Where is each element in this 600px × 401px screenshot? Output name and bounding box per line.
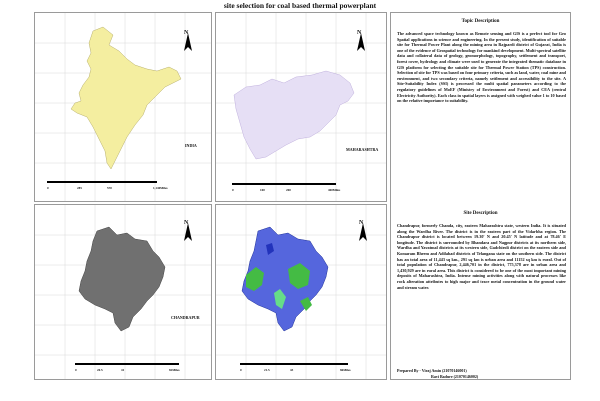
scale-bar (232, 183, 336, 185)
north-arrow-icon (356, 223, 370, 243)
north-label: N (359, 220, 364, 226)
scale-tick: 200 (286, 188, 291, 192)
landuse-map-frame (215, 204, 387, 380)
scale-tick: 21.5 (264, 368, 270, 372)
maharashtra-map-frame (215, 12, 387, 202)
site-text: Chandrapur, formerly Chanda, city, eastern Maharashtra state, western India. It is situated along the Wardha River. The district is in the eastern part of the Vidarbha region. The Chandrapur district is located between 19.30' N and 20.45' N latitude and at 78.46' E longitude. The district is surrounded by Bhandara and Nagpur districts at its northern side, Wardha and Yavatmal districts at its western side, Gadchiroli district on the eastern side and Komaram Bheem and Adilabad districts of Telangana state on the southern side. The district has an total area of 11,443 sq km., 291 sq km is urban area and 11152 sq km is rural. Out of total population of Chandrapur, 2,446,701 in the district, 775,378 are in urban area and 1,430,929 are in rural area. This district is considered to be one of the most important mining deposits of Maharashtra, India. Intense mining activities along with natural processes like rock alteration attributes to high major and trace metal concentration in the ground water and stream water. (397, 223, 566, 290)
scale-tick: 86Miles (340, 368, 351, 372)
india-map-frame (34, 12, 212, 202)
scale-tick: 82Miles (169, 368, 180, 372)
scale-tick: 0 (75, 368, 77, 372)
chandrapur-label: CHANDRAPUR (171, 315, 200, 320)
scale-tick: 0 (232, 188, 234, 192)
page-title: site selection for coal based thermal powerplant (223, 1, 377, 10)
north-arrow-icon (181, 223, 195, 243)
scale-bar (240, 363, 348, 365)
credit-line-2: Ravi Badure (21070146002) (431, 374, 479, 379)
north-label: N (357, 30, 362, 36)
maharashtra-label: MAHARASHTRA (346, 147, 379, 152)
topic-text: The advanced space technology known as Remote sensing and GIS is a perfect tool for Geo Spatial applications in science and engineering. In the present study, identification of suitable site for Thermal Power Plant along the mining area in Rajpardi district of Gujarat, India is one of the evidence of Geospatial technology for mankind development. Multi-spectral satellite data and collateral data of geology, geomorphology, topography, settlement and transport, forest cover, hydrology and climate were used to generate the integrated thematic database in GIS platform for selecting the suitable site for Thermal Power Station (TPS) construction. Selection of site for TPS was based on four primary criteria, such as land, water, coal mine and environment, and two secondary criteria, namely settlement and accessibility to the site. A Site-Suitability Index (SSI) is processed the multi spatial parameters according to the regulatory guidelines of MoEF (Ministry of Environment and Forest) and CEA (central Electricity Authority). Each class in spatial layers is assigned with weighed value 1 to 10 based on the relative importance to suitability. (397, 31, 566, 104)
description-panel (390, 12, 571, 380)
scale-tick: 100 (260, 188, 265, 192)
site-heading: Site Description (463, 211, 498, 216)
scale-tick: 0 (240, 368, 242, 372)
scale-tick: 43 (290, 368, 294, 372)
north-arrow-icon (181, 33, 195, 53)
credit-line-1: Prepared By - Viraj Amin (21070146001) (397, 368, 467, 373)
topic-heading: Topic Description (461, 19, 500, 24)
scale-tick: 1,140Miles (153, 186, 168, 190)
north-label: N (184, 220, 189, 226)
scale-tick: 20.5 (97, 368, 103, 372)
india-label: INDIA (185, 143, 197, 148)
scale-bar (75, 363, 179, 365)
north-label: N (184, 30, 189, 36)
scale-tick: 41 (121, 368, 125, 372)
chandrapur-map-frame (34, 204, 212, 380)
scale-tick: 285 (77, 186, 82, 190)
scale-tick: 400Miles (328, 188, 341, 192)
scale-bar (47, 181, 157, 183)
scale-tick: 0 (47, 186, 49, 190)
north-arrow-icon (354, 33, 368, 53)
scale-tick: 570 (107, 186, 112, 190)
